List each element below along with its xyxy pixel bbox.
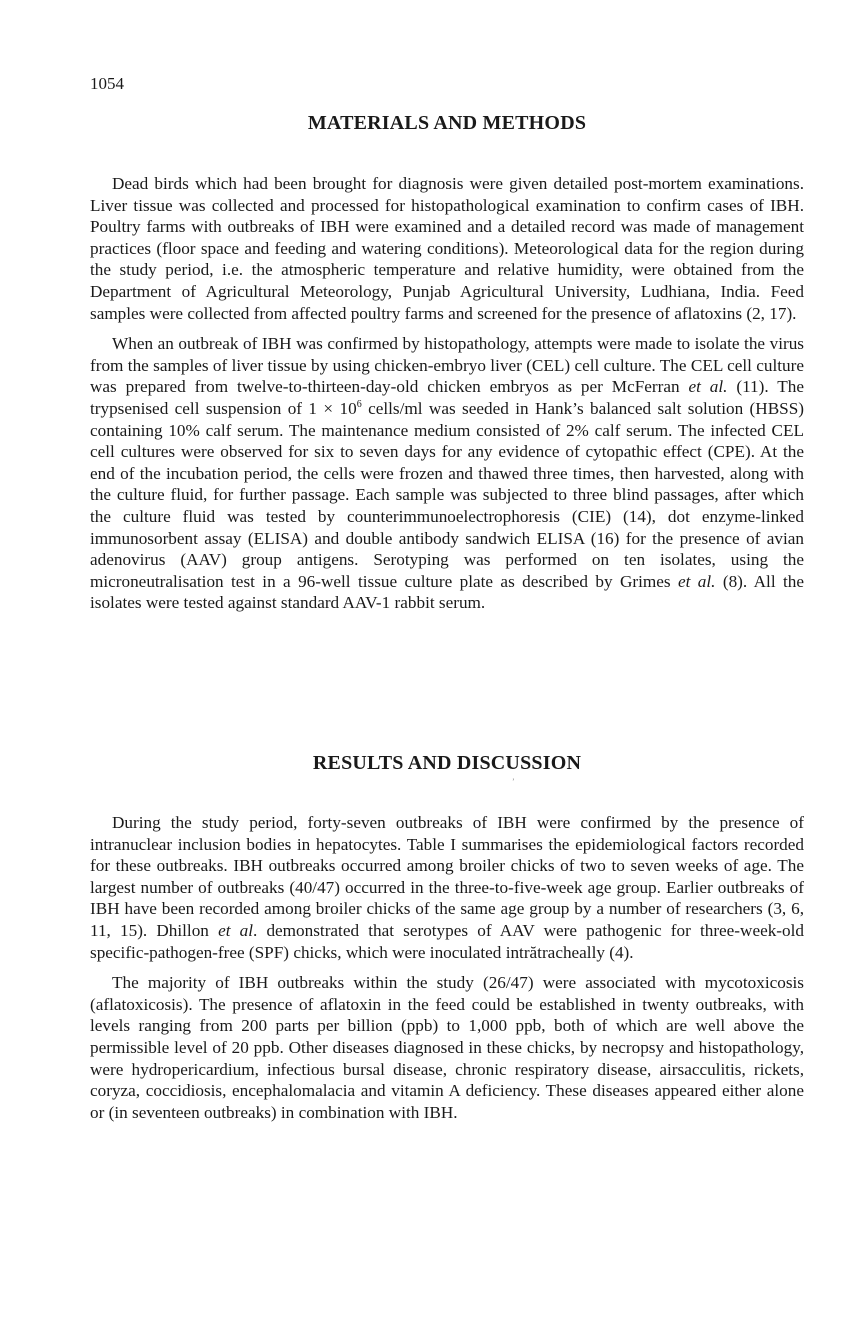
section-heading-materials-methods: MATERIALS AND METHODS xyxy=(307,112,587,134)
paragraph: When an outbreak of IBH was confirmed by histopathology, attempts were made to isolate the virus from the samples of liver tissue by using chicken-embryo liver (CEL) cell culture. The CEL cell culture was prepared from twelve-to-thirteen-day-old chicken embryos as per McFerran et al. (11). The trypsenised cell suspension of $1 \times 10^6$ cells/ml was seeded in Hank’s balanced salt solution (HBSS) containing 10% calf serum. The maintenance medium consisted of 2% calf serum. The infected CEL cell cultures were observed for six to seven days for any evidence of cytopathic effect (CPE). At the end of the incubation period, the cells were frozen and thawed three times, then harvested, along with the culture fluid, for further passage. Each sample was subjected to three blind passages, after which the culture fluid was tested by counterimmunoelectrophoresis (CIE) (14), dot enzyme-linked immunosorbent assay (ELISA) and double antibody sandwich ELISA (16) for the presence of avian adenovirus (AAV) group antigens. Serotyping was performed on ten isolates, using the microneutralisation test in a 96-well tissue culture plate as described by Grimes et al. (8). All the isolates were tested against standard AAV-1 rabbit serum. xyxy=(90,334,804,613)
page-number: 1054 xyxy=(90,74,124,93)
citation-et-al: et al. xyxy=(677,571,716,591)
superscript-exponent: 6 xyxy=(356,398,362,410)
citation-et-al: et al. xyxy=(688,377,728,397)
section-body-materials-methods xyxy=(90,173,804,623)
section-body-results-discussion xyxy=(90,812,804,1132)
section-heading-results-discussion: RESULTS AND DISCUSSION xyxy=(312,752,582,774)
stray-scan-mark: ʼ xyxy=(512,777,515,786)
paragraph: Dead birds which had been brought for diagnosis were given detailed post-mortem examinations. Liver tissue was collected and processed for histopathological examination to confirm cases of IBH. Poultry farms with outbreaks of IBH were examined and a detailed record was made of management practices (floor space and feeding and watering conditions). Meteorological data for the region during the study period, i.e. the atmospheric temperature and relative humidity, were obtained from the Department of Agricultural Meteorology, Punjab Agricultural University, Ludhiana, India. Feed samples were collected from affected poultry farms and screened for the presence of aflatoxins (2, 17). xyxy=(90,174,804,323)
paragraph: The majority of IBH outbreaks within the study (26/47) were associated with mycotoxicosis (aflatoxicosis). The presence of aflatoxin in the feed could be established in twenty outbreaks, with levels ranging from 200 parts per billion (ppb) to 1,000 ppb, both of which are well above the permissible level of 20 ppb. Other diseases diagnosed in these chicks, by necropsy and histopathology, were hydropericardium, infectious bursal disease, chronic respiratory disease, airsacculitis, rickets, coryza, coccidiosis, encephalomalacia and vitamin A deficiency. These diseases appeared either alone or (in seventeen outbreaks) in combination with IBH. xyxy=(90,973,804,1122)
citation-et-al: et al xyxy=(218,920,253,940)
paragraph: During the study period, forty-seven outbreaks of IBH were confirmed by the presence of intranuclear inclusion bodies in hepatocytes. Table I summarises the epidemiological factors recorded for these outbreaks. IBH outbreaks occurred among broiler chicks of two to seven weeks of age. The largest number of outbreaks (40/47) occurred in the three-to-five-week age group. Earlier outbreaks of IBH have been recorded among broiler chicks of the same age group by a number of researchers (3, 6, 11, 15). Dhillon et al. demonstrated that serotypes of AAV were pathogenic for three-week-old specific-pathogen-free (SPF) chicks, which were inoculated intrătracheally (4). xyxy=(90,813,804,962)
